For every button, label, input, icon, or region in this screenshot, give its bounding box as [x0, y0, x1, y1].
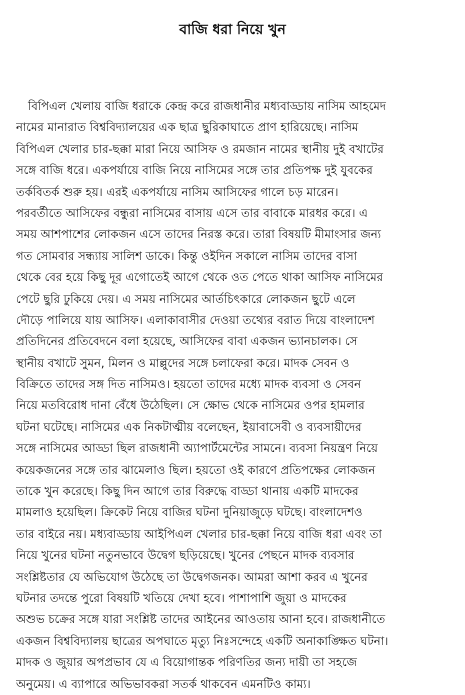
- article-line: ঘটনা ঘটেছে। নাসিমের এক নিকটাত্মীয় বলেছেন, ইয়াবাসেবী ও ব্যবসায়ীদের: [16, 419, 362, 434]
- article-line: অনুমেয়। এ ব্যাপারে অভিভাবকরা সতর্ক থাকবেন এমনটিও কাম্য।: [16, 676, 311, 691]
- article-line: বিপিএল খেলায় বাজি ধরাকে কেন্দ্র করে রাজধানীর মধ্যবাড্ডায় নাসিম আহমেদ: [28, 99, 386, 113]
- article-line: তার বাইরে নয়। মধ্যবাড্ডায় আইপিএল খেলার চার-ছক্কা নিয়ে বাজি ধরা এবং তা: [16, 526, 382, 541]
- article-line: সময় আশপাশের লোকজন এসে তাদের নিরস্ত করে। তারা বিষয়টি মীমাংসার জন্য: [16, 227, 381, 242]
- article-line: গত সোমবার সন্ধ্যায় সালিশ ডাকে। কিন্তু ওইদিন সকালে নাসিম তাদের বাসা: [16, 248, 358, 263]
- article-line: তর্কবিতর্ক শুরু হয়। এরই একপর্যায়ে নাসিম আসিফের গালে চড় মারেন।: [16, 184, 339, 199]
- article-line: সংশ্লিষ্টতার যে অভিযোগ উঠেছে তা উদ্বেগজনক। আমরা আশা করব এ খুনের: [16, 569, 368, 584]
- article-line: পরবর্তীতে আসিফের বন্ধুরা নাসিমের বাসায় এসে তার বাবাকে মারধর করে। এ: [16, 205, 368, 220]
- article-line: মামলাও হয়েছিল। ক্রিকেট নিয়ে বাজির ঘটনা দুনিয়াজুড়ে ঘটছে। বাংলাদেশও: [16, 505, 363, 520]
- article-headline: বাজি ধরা নিয়ে খুন: [179, 22, 286, 38]
- article-line: তাকে খুন করেছে। কিছু দিন আগে তার বিরুদ্ধে বাড্ডা থানায় একটি মাদকের: [16, 484, 359, 499]
- article-line: মাদক ও জুয়ার অপপ্রভাব যে এ বিয়োগান্তক পরিণতির জন্য দায়ী তা সহজে: [16, 655, 357, 670]
- article-line: একজন বিশ্ববিদ্যালয় ছাত্রের অপঘাতে মৃত্যু নিঃসন্দেহে একটি অনাকাঙ্ক্ষিত ঘটনা।: [16, 633, 389, 648]
- article-line: কয়েকজনের সঙ্গে তার ঝামেলাও ছিল। হয়তো ওই কারণে প্রতিপক্ষের লোকজন: [16, 462, 376, 477]
- article-line: নিয়ে খুনের ঘটনা নতুনভাবে উদ্বেগ ছড়িয়েছে। খুনের পেছনে মাদক ব্যবসার: [16, 548, 355, 563]
- article-line: নিয়ে মতবিরোধ দানা বেঁধে উঠেছিল। সে ক্ষোভ থেকে নাসিমের ওপর হামলার: [16, 398, 365, 413]
- article-body: [16, 96, 456, 695]
- article-line: ঘটনার তদন্তে পুরো বিষয়টি খতিয়ে দেখা হবে। পাশাপাশি জুয়া ও মাদকের: [16, 590, 347, 605]
- article-line: পেটে ছুরি ঢুকিয়ে দেয়। এ সময় নাসিমের আর্তচিৎকারে লোকজন ছুটে এলে: [16, 291, 356, 306]
- article-line: সঙ্গে নাসিমের আড্ডা ছিল রাজধানী অ্যাপার্টমেন্টের সামনে। ব্যবসা নিয়ন্ত্রণ নিয়ে: [16, 441, 378, 456]
- article-line: দৌড়ে পালিয়ে যায় আসিফ। এলাকাবাসীর দেওয়া তথ্যের বরাত দিয়ে বাংলাদেশ: [16, 312, 375, 327]
- article-line: নামের মানারাত বিশ্ববিদ্যালয়ের এক ছাত্র ছুরিকাঘাতে প্রাণ হারিয়েছে। নাসিম: [16, 120, 359, 135]
- article-line: অশুভ চক্রের সঙ্গে যারা সংশ্লিষ্ট তাদের আইনের আওতায় আনা হবে। রাজধানীতে: [16, 612, 386, 627]
- article-line: বিক্রিতে তাদের সঙ্গ দিত নাসিমও। হয়তো তাদের মধ্যে মাদক ব্যবসা ও সেবন: [16, 377, 362, 392]
- article-line: স্থানীয় বখাটে সুমন, মিলন ও মাল্লুদের সঙ্গে চলাফেরা করে। মাদক সেবন ও: [16, 355, 350, 370]
- article-line: সঙ্গে বাজি ধরে। একপর্যায়ে বাজি নিয়ে নাসিমের সঙ্গে তার প্রতিপক্ষ দুই যুবকের: [16, 163, 373, 178]
- article-subheadline: [0, 64, 465, 88]
- article-line: থেকে বের হয়ে কিছু দূর এগোতেই আগে থেকে ওত পেতে থাকা আসিফ নাসিমের: [16, 270, 384, 285]
- article-line: বিপিএল খেলার চার-ছক্কা মারা নিয়ে আসিফ ও রমজান নামের স্থানীয় দুই বখাটের: [16, 141, 384, 156]
- article-line: প্রতিদিনের প্রতিবেদনে বলা হয়েছে, আসিফের বাবা একজন ভ্যানচালক। সে: [16, 334, 358, 349]
